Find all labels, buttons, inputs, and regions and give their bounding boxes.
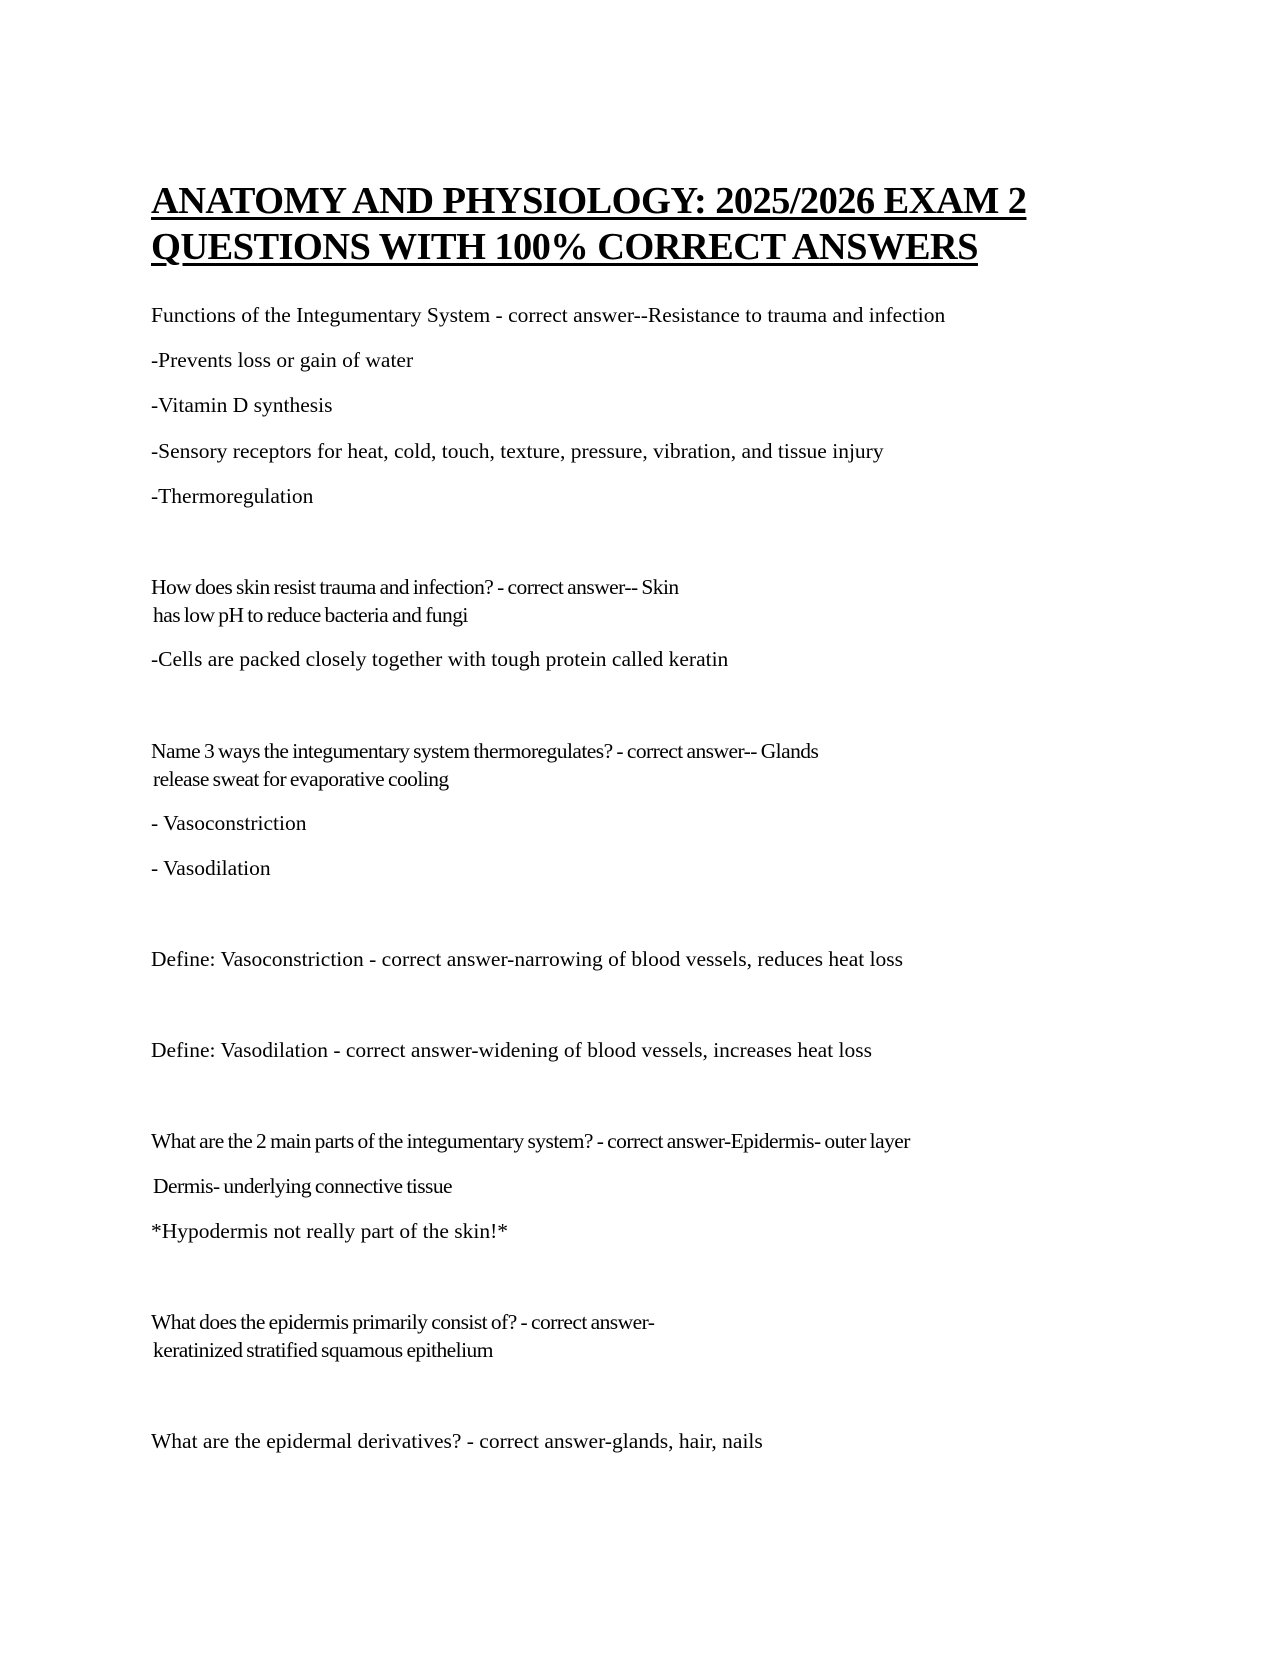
qa-8-question: What are the epidermal derivatives? - correct answer-glands, hair, nails: [151, 1429, 763, 1453]
qa-1-question: Functions of the Integumentary System - correct answer--Resistance to trauma and infection: [151, 303, 946, 327]
qa-1-answer-line: -Sensory receptors for heat, cold, touch, texture, pressure, vibration, and tissue injury: [151, 439, 884, 463]
qa-6-answer-line: Dermis- underlying connective tissue: [153, 1174, 453, 1198]
qa-1-answer-line: -Prevents loss or gain of water: [151, 348, 414, 372]
qa-5-question: Define: Vasodilation - correct answer-widening of blood vessels, increases heat loss: [151, 1038, 873, 1062]
qa-7-question: What does the epidermis primarily consist of? - correct answer-: [151, 1310, 655, 1334]
qa-1-answer-line: -Thermoregulation: [151, 484, 314, 508]
qa-6-question: What are the 2 main parts of the integumentary system? - correct answer-Epidermis- outer layer: [151, 1129, 910, 1153]
document-title-line-2: QUESTIONS WITH 100% CORRECT ANSWERS: [151, 226, 978, 268]
qa-2-answer-line: has low pH to reduce bacteria and fungi: [153, 603, 468, 627]
qa-2-answer-line: -Cells are packed closely together with tough protein called keratin: [151, 647, 729, 671]
document-title: [151, 178, 1026, 270]
qa-3-answer-line: - Vasoconstriction: [151, 811, 307, 835]
document-title-line-1: ANATOMY AND PHYSIOLOGY: 2025/2026 EXAM 2: [151, 180, 1027, 222]
qa-1-answer-line: -Vitamin D synthesis: [151, 393, 333, 417]
qa-3-question: Name 3 ways the integumentary system thermoregulates? - correct answer-- Glands: [151, 739, 819, 763]
qa-7-answer-line: keratinized stratified squamous epithelium: [153, 1338, 493, 1362]
qa-3-answer-line: release sweat for evaporative cooling: [153, 767, 449, 791]
qa-4-question: Define: Vasoconstriction - correct answer-narrowing of blood vessels, reduces heat loss: [151, 947, 904, 971]
qa-2-question: How does skin resist trauma and infection? - correct answer-- Skin: [151, 575, 679, 599]
qa-3-answer-line: - Vasodilation: [151, 856, 271, 880]
qa-6-answer-line: *Hypodermis not really part of the skin!*: [151, 1219, 509, 1243]
